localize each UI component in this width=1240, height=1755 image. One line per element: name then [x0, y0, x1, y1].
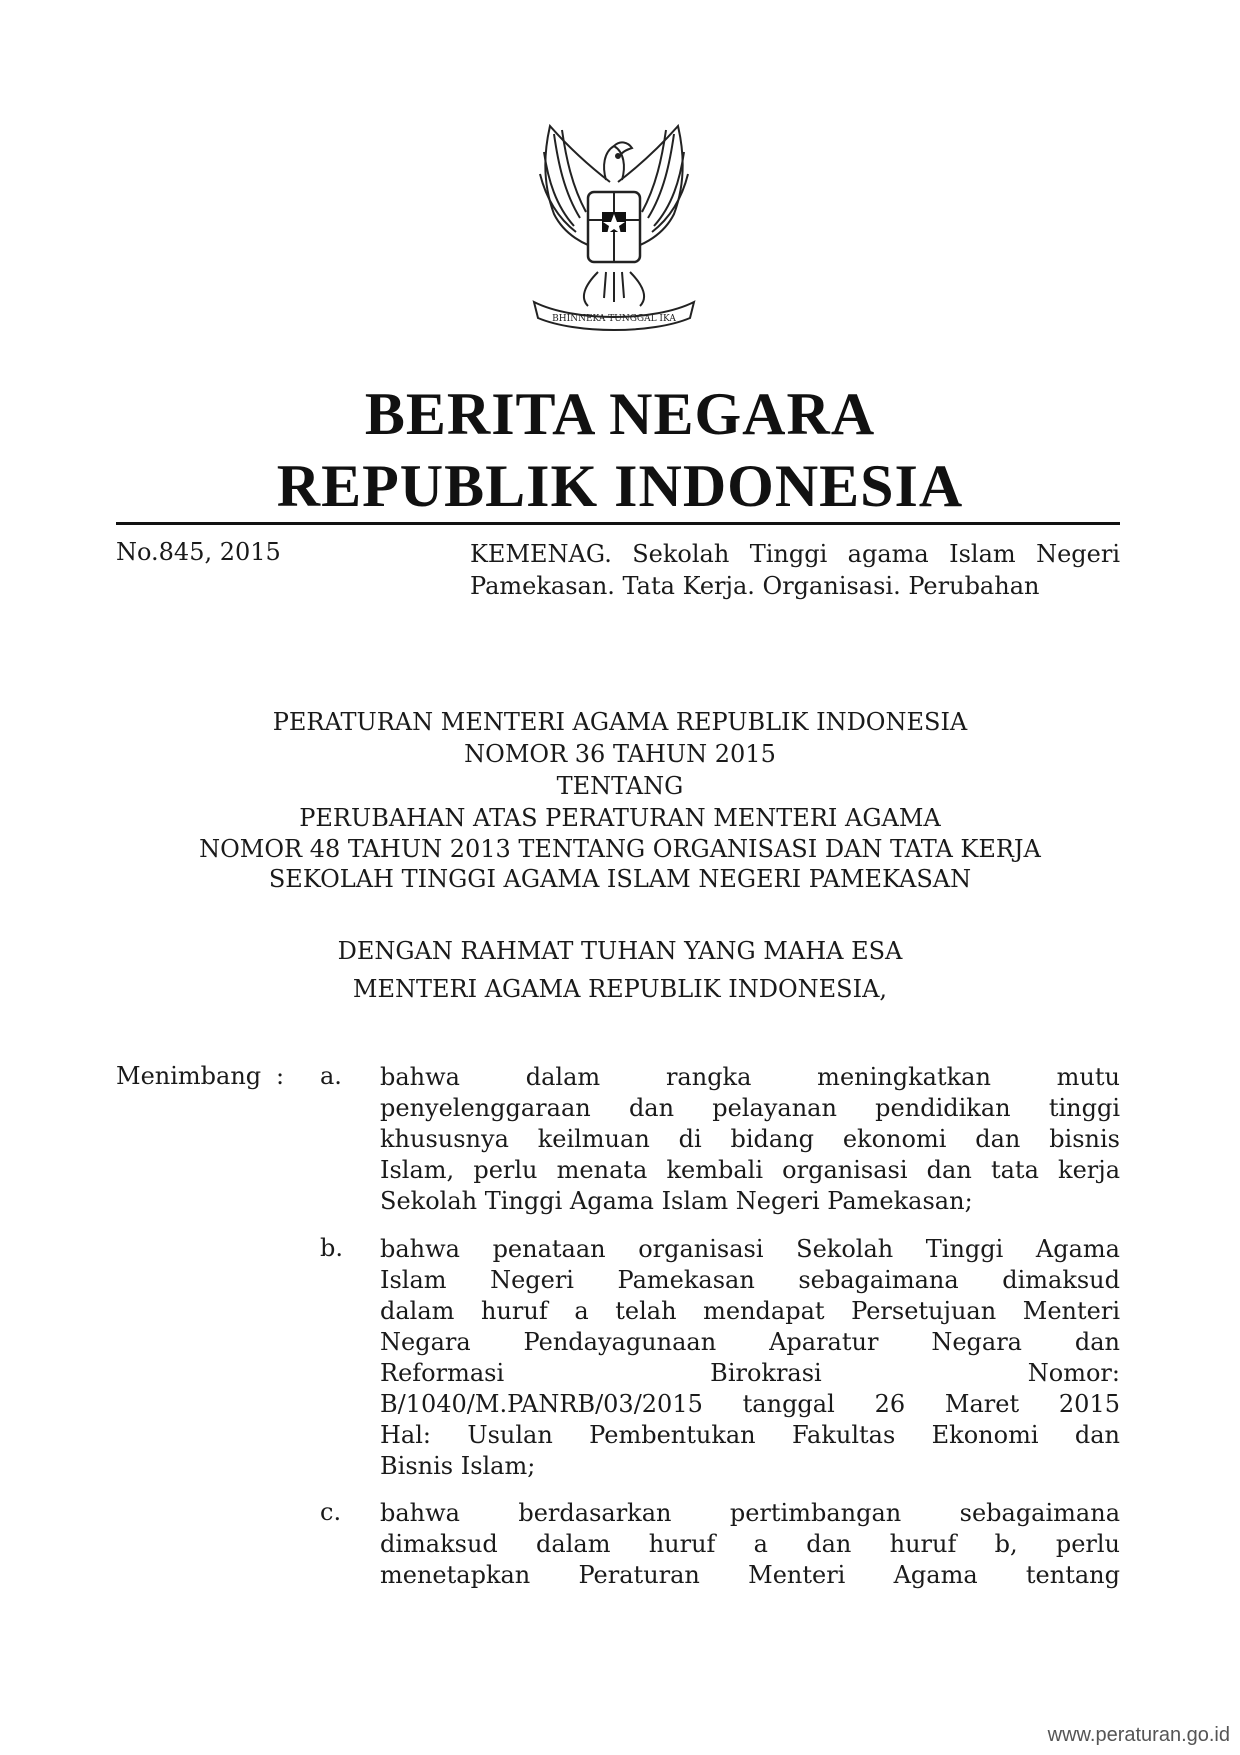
gazette-title-line1: BERITA NEGARA: [364, 381, 876, 447]
item-line: khususnya keilmuan di bidang ekonomi dan bisnis: [380, 1125, 1120, 1153]
gazette-description: [470, 538, 1120, 602]
description-line: KEMENAG. Sekolah Tinggi agama Islam Negeri: [470, 540, 1120, 568]
regulation-heading: [0, 706, 1240, 894]
item-line: dimaksud dalam huruf a dan huruf b, perlu: [380, 1530, 1120, 1558]
item-line: Reformasi Birokrasi Nomor:: [380, 1359, 1120, 1387]
item-letter: a.: [320, 1062, 342, 1090]
item-line: Hal: Usulan Pembentukan Fakultas Ekonomi dan: [380, 1421, 1120, 1449]
item-line: Islam, perlu menata kembali organisasi dan tata kerja: [380, 1156, 1120, 1184]
gazette-title-line2: REPUBLIK INDONESIA: [276, 453, 964, 519]
item-line: bahwa penataan organisasi Sekolah Tinggi Agama: [380, 1235, 1120, 1263]
item-line: penyelenggaraan dan pelayanan pendidikan tinggi: [380, 1094, 1120, 1122]
item-text: [380, 1234, 1120, 1482]
regulation-line: PERUBAHAN ATAS PERATURAN MENTERI AGAMA: [299, 804, 941, 832]
item-line: dalam huruf a telah mendapat Persetujuan Menteri: [380, 1297, 1120, 1325]
item-line: Negara Pendayagunaan Aparatur Negara dan: [380, 1328, 1120, 1356]
item-line: Sekolah Tinggi Agama Islam Negeri Pamekasan;: [380, 1187, 973, 1215]
item-text: [380, 1062, 1120, 1217]
gazette-number: No.845, 2015: [116, 538, 281, 566]
regulation-line: NOMOR 48 TAHUN 2013 TENTANG ORGANISASI DAN TATA KERJA: [199, 835, 1041, 863]
regulation-line: PERATURAN MENTERI AGAMA REPUBLIK INDONESIA: [272, 708, 968, 736]
considering-label: Menimbang: [116, 1062, 262, 1090]
regulation-line: TENTANG: [556, 772, 684, 800]
preamble: [0, 932, 1240, 1008]
item-text: [380, 1498, 1120, 1591]
source-watermark: www.peraturan.go.id: [1047, 1724, 1230, 1746]
item-line: Bisnis Islam;: [380, 1452, 536, 1480]
item-line: menetapkan Peraturan Menteri Agama tentang: [380, 1561, 1120, 1589]
item-line: bahwa dalam rangka meningkatkan mutu: [380, 1063, 1120, 1091]
item-line: B/1040/M.PANRB/03/2015 tanggal 26 Maret 2015: [380, 1390, 1120, 1418]
preamble-line: MENTERI AGAMA REPUBLIK INDONESIA,: [352, 975, 888, 1003]
regulation-line: NOMOR 36 TAHUN 2015: [464, 740, 776, 768]
motto-text: BHINNEKA TUNGGAL IKA: [552, 314, 676, 324]
description-line: Pamekasan. Tata Kerja. Organisasi. Perubahan: [470, 572, 1040, 600]
item-line: bahwa berdasarkan pertimbangan sebagaimana: [380, 1499, 1120, 1527]
item-line: Islam Negeri Pamekasan sebagaimana dimaksud: [380, 1266, 1120, 1294]
header-divider: [116, 522, 1120, 525]
considering-colon: :: [276, 1062, 285, 1090]
item-letter: c.: [320, 1498, 342, 1526]
regulation-line: SEKOLAH TINGGI AGAMA ISLAM NEGERI PAMEKASAN: [268, 865, 972, 893]
garuda-pancasila-emblem: [514, 122, 714, 332]
item-letter: b.: [320, 1234, 343, 1262]
garuda-icon: [514, 122, 714, 332]
preamble-line: DENGAN RAHMAT TUHAN YANG MAHA ESA: [337, 937, 903, 965]
